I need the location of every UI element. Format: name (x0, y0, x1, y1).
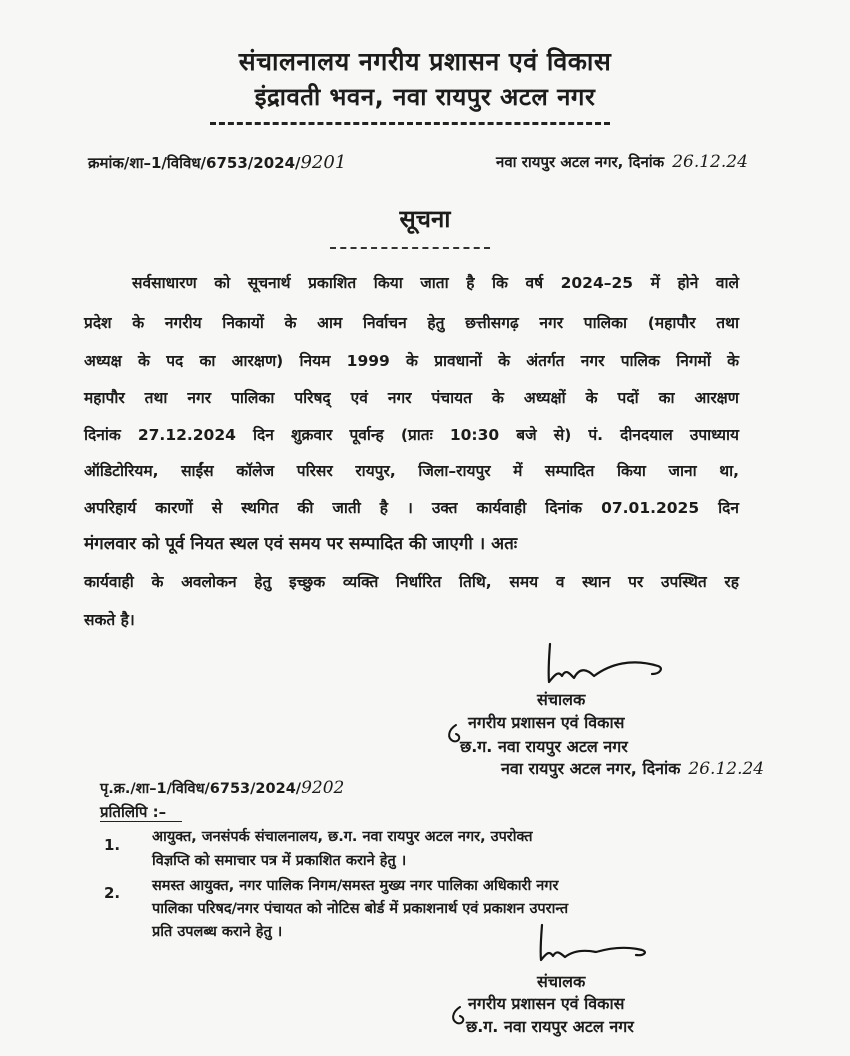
signatory1-place: नवा रायपुर अटल नगर, दिनांक (501, 759, 681, 778)
signatory1-title: संचालक (537, 690, 586, 709)
notice-line: प्रदेश के नगरीय निकायों के आम निर्वाचन हेतु छत्तीसगढ़ नगर पालिका (महापौर तथा (84, 314, 739, 332)
copy-heading-underline (100, 821, 182, 822)
notice-line: सर्वसाधारण को सूचनार्थ प्रकाशित किया जाता है कि वर्ष 2024–25 में होने वाले (132, 274, 739, 292)
copy-heading: प्रतिलिपि :– (100, 803, 167, 821)
notice-line: कार्यवाही के अवलोकन हेतु इच्छुक व्यक्ति निर्धारित तिथि, समय व स्थान पर उपस्थित रह (84, 573, 739, 591)
copy-item-line: विज्ञप्ति को समाचार पत्र में प्रकाशित कराने हेतु । (152, 853, 407, 869)
signatory1-date-handwritten: 26.12.24 (688, 759, 765, 779)
copy-item-number: 2. (104, 884, 121, 902)
header-directorate: संचालनालय नगरीय प्रशासन एवं विकास (238, 47, 612, 76)
reference-place: नवा रायपुर अटल नगर, दिनांक (496, 153, 665, 171)
signatory1-place-date (501, 757, 764, 779)
header-divider (210, 122, 610, 125)
reference-number-prefix: क्रमांक/शा–1/विविध/6753/2024/ (88, 154, 301, 172)
copy-item-line: आयुक्त, जनसंपर्क संचालनालय, छ.ग. नवा रायपुर अटल नगर, उपरोक्त (152, 829, 533, 845)
signatory2-state: छ.ग. नवा रायपुर अटल नगर (466, 1017, 634, 1036)
reference-number-handwritten: 9201 (300, 152, 347, 173)
notice-line: महापौर तथा नगर पालिका परिषद् एवं नगर पंचायत के अध्यक्षों के पदों का आरक्षण (84, 389, 739, 407)
signatory2-title: संचालक (537, 972, 586, 991)
notice-line: ऑडिटोरियम, साईंस कॉलेज परिसर रायपुर, जिला–रायपुर में सम्पादित किया जाना था, (84, 462, 739, 480)
copy-item-line: पालिका परिषद/नगर पंचायत को नोटिस बोर्ड में प्रकाशनार्थ एवं प्रकाशन उपरान्त (152, 901, 569, 917)
copy-reference (100, 778, 344, 798)
signature-2 (530, 922, 660, 970)
notice-line: दिनांक 27.12.2024 दिन शुक्रवार पूर्वान्ह (प्रातः 10:30 बजे से) पं. दीनदयाल उपाध्याय (84, 426, 739, 444)
header-address: इंद्रावती भवन, नवा रायपुर अटल नगर (254, 83, 596, 111)
reference-number (88, 152, 346, 173)
copy-item-line: प्रति उपलब्ध कराने हेतु । (152, 924, 283, 940)
copy-item-line: समस्त आयुक्त, नगर पालिक निगम/समस्त मुख्य नगर पालिका अधिकारी नगर (152, 878, 559, 894)
signatory1-state: छ.ग. नवा रायपुर अटल नगर (460, 737, 628, 756)
copy-reference-handwritten: 9202 (301, 778, 345, 798)
signatory2-dept: नगरीय प्रशासन एवं विकास (468, 994, 625, 1013)
notice-line: अपरिहार्य कारणों से स्थगित की जाती है । उक्त कार्यवाही दिनांक 07.01.2025 दिन (84, 499, 739, 517)
copy-reference-prefix: पृ.क्र./शा–1/विविध/6753/2024/ (100, 781, 302, 797)
notice-title-underline (330, 247, 490, 249)
notice-line: अध्यक्ष के पद का आरक्षण) नियम 1999 के प्रावधानों के अंतर्गत नगर पालिक निगमों के (84, 352, 739, 370)
signatory1-dept: नगरीय प्रशासन एवं विकास (468, 713, 625, 732)
reference-place-date (496, 152, 748, 172)
copy-item-number: 1. (104, 836, 121, 854)
notice-title: सूचना (399, 205, 451, 233)
reference-date-handwritten: 26.12.24 (672, 152, 748, 172)
signature-1 (540, 640, 690, 692)
notice-line-emphasis: मंगलवार को पूर्व नियत स्थल एवं समय पर सम्पादित की जाएगी । अतः (84, 534, 518, 554)
notice-line: सकते है। (84, 611, 135, 629)
